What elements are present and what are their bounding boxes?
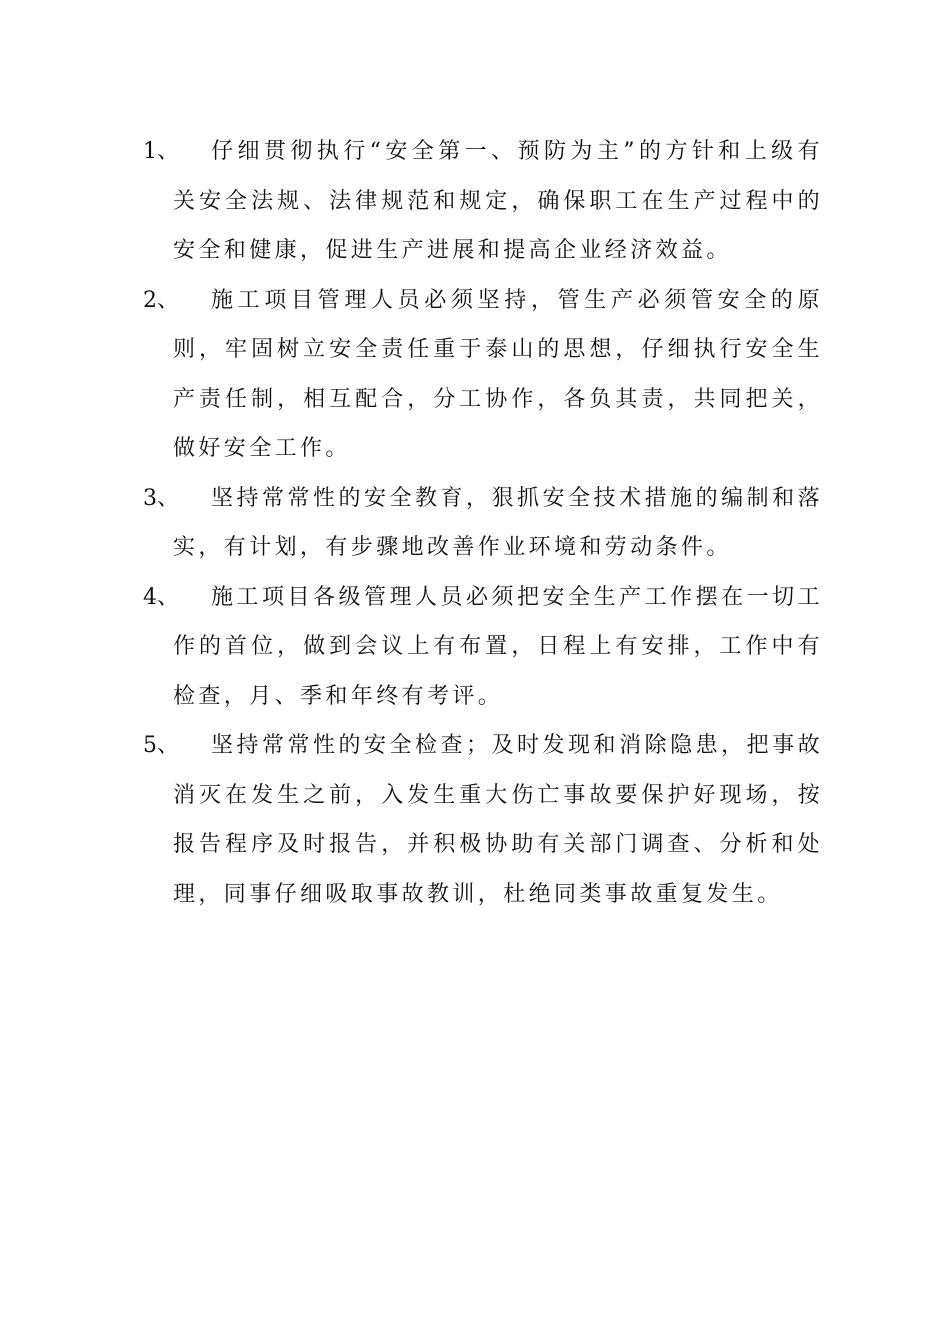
list-item-text: 坚持常常性的安全检查；及时发现和消除隐患，把事故消灭在发生之前，入发生重大伤亡事故要保护好现场，按报告程序及时报告，并积极协助有关部门调查、分析和处理，同事仔细吸取事故教训，杜绝同类事故重复发生。 xyxy=(173,733,823,907)
list-item-number: 5、 xyxy=(143,733,179,758)
list-item xyxy=(143,573,823,722)
list-item-text: 仔细贯彻执行“安全第一、预防为主”的方针和上级有关安全法规、法律规范和规定，确保职工在生产过程中的安全和健康，促进生产进展和提高企业经济效益。 xyxy=(173,139,823,263)
list-item-text: 坚持常常性的安全教育，狠抓安全技术措施的编制和落实，有计划，有步骤地改善作业环境和劳动条件。 xyxy=(173,485,823,560)
list-item-text: 施工项目各级管理人员必须把安全生产工作摆在一切工作的首位，做到会议上有布置，日程上有安排，工作中有检查，月、季和年终有考评。 xyxy=(173,584,823,709)
list-item-number: 1、 xyxy=(143,139,179,164)
list-item xyxy=(143,474,823,573)
list-item-number: 4、 xyxy=(143,584,179,610)
list-item-text: 施工项目管理人员必须坚持，管生产必须管安全的原则，牢固树立安全责任重于泰山的思想，仔细执行安全生产责任制，相互配合，分工协作，各负其责，共同把关，做好安全工作。 xyxy=(173,287,823,461)
list-item-number: 2、 xyxy=(143,287,179,313)
list-item xyxy=(143,721,823,919)
numbered-list xyxy=(143,127,823,919)
list-item xyxy=(143,127,823,276)
list-item-number: 3、 xyxy=(143,485,179,511)
list-item xyxy=(143,276,823,474)
